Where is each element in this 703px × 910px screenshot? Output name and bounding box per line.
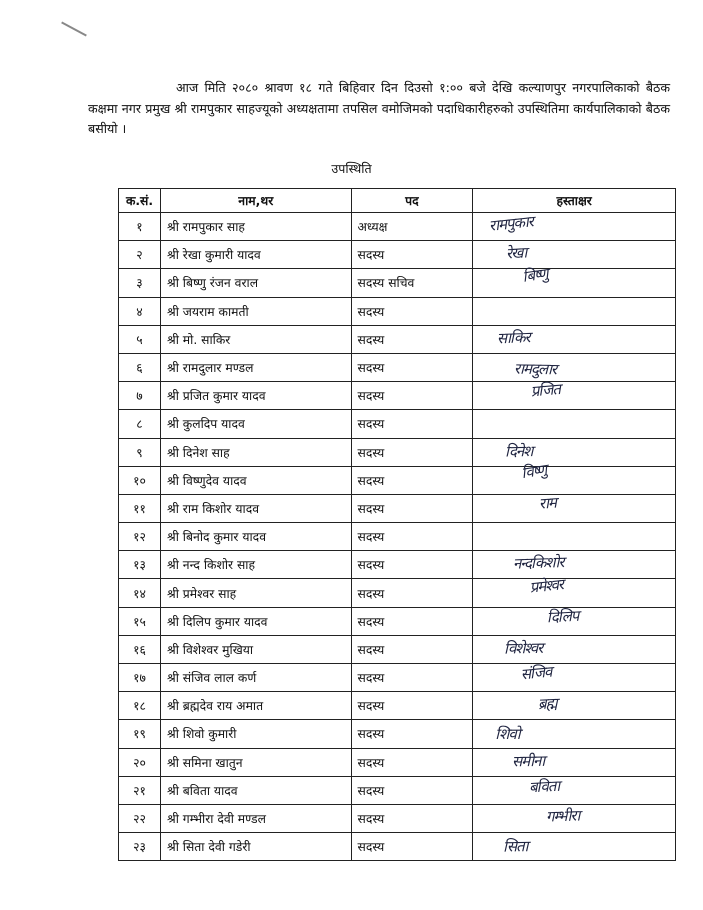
attendance-heading: उपस्थिति	[331, 161, 372, 176]
cell-post: सदस्य	[351, 325, 473, 353]
cell-post: सदस्य	[351, 664, 473, 692]
table-row	[119, 523, 676, 551]
cell-signature	[473, 692, 676, 720]
cell-signature	[473, 379, 676, 410]
cell-serial-number: २०	[119, 748, 161, 776]
cell-serial-number: ६	[119, 353, 161, 381]
cell-name: श्री गम्भीरा देवी मण्डल	[160, 804, 351, 832]
table-row	[119, 748, 676, 776]
handwritten-signature: दिलिप	[546, 607, 580, 627]
cell-name: श्री विष्णुदेव यादव	[160, 466, 351, 494]
cell-name: श्री दिलिप कुमार यादव	[160, 607, 351, 635]
cell-signature	[473, 523, 676, 551]
cell-post: सदस्य	[351, 720, 473, 748]
cell-serial-number: ९	[119, 438, 161, 466]
cell-signature	[473, 720, 676, 748]
cell-post: सदस्य	[351, 410, 473, 438]
handwritten-signature: संजिव	[520, 662, 553, 683]
handwritten-signature: रेखा	[505, 243, 527, 263]
cell-post: सदस्य	[351, 748, 473, 776]
cell-signature	[473, 776, 676, 804]
cell-name: श्री रेखा कुमारी यादव	[160, 241, 351, 269]
cell-post: सदस्य	[351, 833, 473, 861]
table-row	[119, 776, 676, 804]
cell-signature	[473, 607, 676, 635]
cell-name: श्री मो. साकिर	[160, 325, 351, 353]
cell-post: सदस्य	[351, 523, 473, 551]
cell-post: सदस्य	[351, 692, 473, 720]
cell-signature	[473, 664, 676, 692]
cell-signature	[473, 297, 676, 325]
cell-post: सदस्य	[351, 635, 473, 663]
table-row	[119, 804, 676, 832]
table-row	[119, 213, 676, 241]
cell-name: श्री शिवो कुमारी	[160, 720, 351, 748]
table-row	[119, 664, 676, 692]
cell-name: श्री बिष्णु रंजन वराल	[160, 269, 351, 297]
cell-serial-number: ५	[119, 325, 161, 353]
cell-post: सदस्य	[351, 382, 473, 410]
handwritten-signature: राम	[538, 494, 557, 514]
cell-signature	[473, 325, 676, 353]
cell-post: सदस्य	[351, 551, 473, 579]
cell-name: श्री जयराम कामती	[160, 297, 351, 325]
table-row	[119, 833, 676, 861]
table-row	[119, 297, 676, 325]
cell-serial-number: १०	[119, 466, 161, 494]
cell-serial-number: १६	[119, 635, 161, 663]
handwritten-signature: साकिर	[496, 328, 531, 348]
cell-serial-number: २२	[119, 804, 161, 832]
cell-name: श्री दिनेश साह	[160, 438, 351, 466]
header-name: नाम,थर	[160, 189, 351, 213]
cell-serial-number: २	[119, 241, 161, 269]
handwritten-signature: ब्रह्म	[537, 694, 558, 713]
table-row	[119, 579, 676, 607]
attendance-rows	[119, 213, 676, 861]
handwritten-signature: बिष्णु	[521, 264, 549, 286]
cell-post: सदस्य	[351, 241, 473, 269]
cell-signature	[473, 264, 676, 297]
cell-signature	[473, 804, 676, 832]
header-signature: हस्ताक्षर	[473, 189, 676, 213]
handwritten-signature: समीना	[512, 752, 545, 771]
attendance-table	[118, 188, 676, 861]
header-post: पद	[351, 189, 473, 213]
table-row	[119, 607, 676, 635]
cell-post: सदस्य	[351, 579, 473, 607]
cell-name: श्री प्रजित कुमार यादव	[160, 382, 351, 410]
handwritten-signature: दिनेश	[505, 442, 533, 461]
handwritten-signature: रामदुलार	[514, 359, 557, 378]
cell-post: सदस्य	[351, 776, 473, 804]
cell-post: सदस्य	[351, 353, 473, 381]
cell-name: श्री कुलदिप यादव	[160, 410, 351, 438]
handwritten-signature: बविता	[528, 777, 560, 797]
cell-serial-number: २१	[119, 776, 161, 804]
cell-serial-number: २३	[119, 833, 161, 861]
cell-name: श्री रामपुकार साह	[160, 213, 351, 241]
cell-serial-number: १५	[119, 607, 161, 635]
table-row	[119, 325, 676, 353]
cell-serial-number: १२	[119, 523, 161, 551]
cell-name: श्री राम किशोर यादव	[160, 494, 351, 522]
cell-post: सदस्य	[351, 607, 473, 635]
cell-name: श्री विशेश्वर मुखिया	[160, 635, 351, 663]
cell-signature	[473, 494, 676, 522]
cell-serial-number: १४	[119, 579, 161, 607]
cell-serial-number: ८	[119, 410, 161, 438]
cell-name: श्री संजिव लाल कर्ण	[160, 664, 351, 692]
cell-signature	[473, 410, 676, 438]
cell-serial-number: ७	[119, 382, 161, 410]
handwritten-signature: नन्दकिशोर	[512, 552, 565, 573]
handwritten-signature: गम्भीरा	[545, 806, 580, 826]
cell-post: सदस्य	[351, 804, 473, 832]
cell-post: सदस्य	[351, 297, 473, 325]
handwritten-signature: रामपुकार	[488, 211, 534, 235]
table-row	[119, 692, 676, 720]
cell-name: श्री रामदुलार मण्डल	[160, 353, 351, 381]
cell-serial-number: १९	[119, 720, 161, 748]
cell-post: सदस्य सचिव	[351, 269, 473, 297]
header-serial-number: क.सं.	[119, 189, 161, 213]
cell-name: श्री सिता देवी गडेरी	[160, 833, 351, 861]
table-row	[119, 382, 676, 410]
cell-name: श्री प्रमेश्वर साह	[160, 579, 351, 607]
cell-name: श्री बविता यादव	[160, 776, 351, 804]
cell-serial-number: १३	[119, 551, 161, 579]
table-row	[119, 720, 676, 748]
table-row	[119, 269, 676, 297]
meeting-intro-paragraph	[88, 78, 670, 140]
handwritten-signature: सिता	[503, 836, 528, 856]
cell-name: श्री बिनोद कुमार यादव	[160, 523, 351, 551]
cell-post: सदस्य	[351, 438, 473, 466]
cell-name: श्री ब्रह्मदेव राय अमात	[160, 692, 351, 720]
cell-serial-number: ४	[119, 297, 161, 325]
handwritten-signature: प्रमेश्वर	[529, 575, 565, 597]
cell-post: सदस्य	[351, 466, 473, 494]
cell-post: अध्यक्ष	[351, 213, 473, 241]
handwritten-signature: शिवो	[495, 724, 520, 743]
cell-serial-number: ३	[119, 269, 161, 297]
cell-signature	[473, 833, 676, 861]
cell-serial-number: १७	[119, 664, 161, 692]
cell-serial-number: १	[119, 213, 161, 241]
cell-serial-number: ११	[119, 494, 161, 522]
handwritten-signature: विशेश्वर	[504, 639, 543, 658]
intro-text: आज मिति २०८० श्रावण १८ गते बिहिवार दिन दिउसो १:०० बजे देखि कल्याणपुर नगरपालिकाको बैठक कक्षमा नगर प्रमुख श्री रामपुकार साहज्यूको अध्यक्षतामा तपसिल वमोजिमको पदाधिकारीहरुको उपस्थितिमा कार्यपालिकाको बैठक बसीयो ।	[88, 80, 670, 136]
scan-mark	[61, 22, 87, 37]
cell-name: श्री नन्द किशोर साह	[160, 551, 351, 579]
cell-name: श्री समिना खातुन	[160, 748, 351, 776]
handwritten-signature: प्रजित	[530, 379, 561, 401]
table-row	[119, 410, 676, 438]
cell-post: सदस्य	[351, 494, 473, 522]
table-row	[119, 494, 676, 522]
handwritten-signature: विष्णु	[520, 460, 548, 483]
cell-serial-number: १८	[119, 692, 161, 720]
